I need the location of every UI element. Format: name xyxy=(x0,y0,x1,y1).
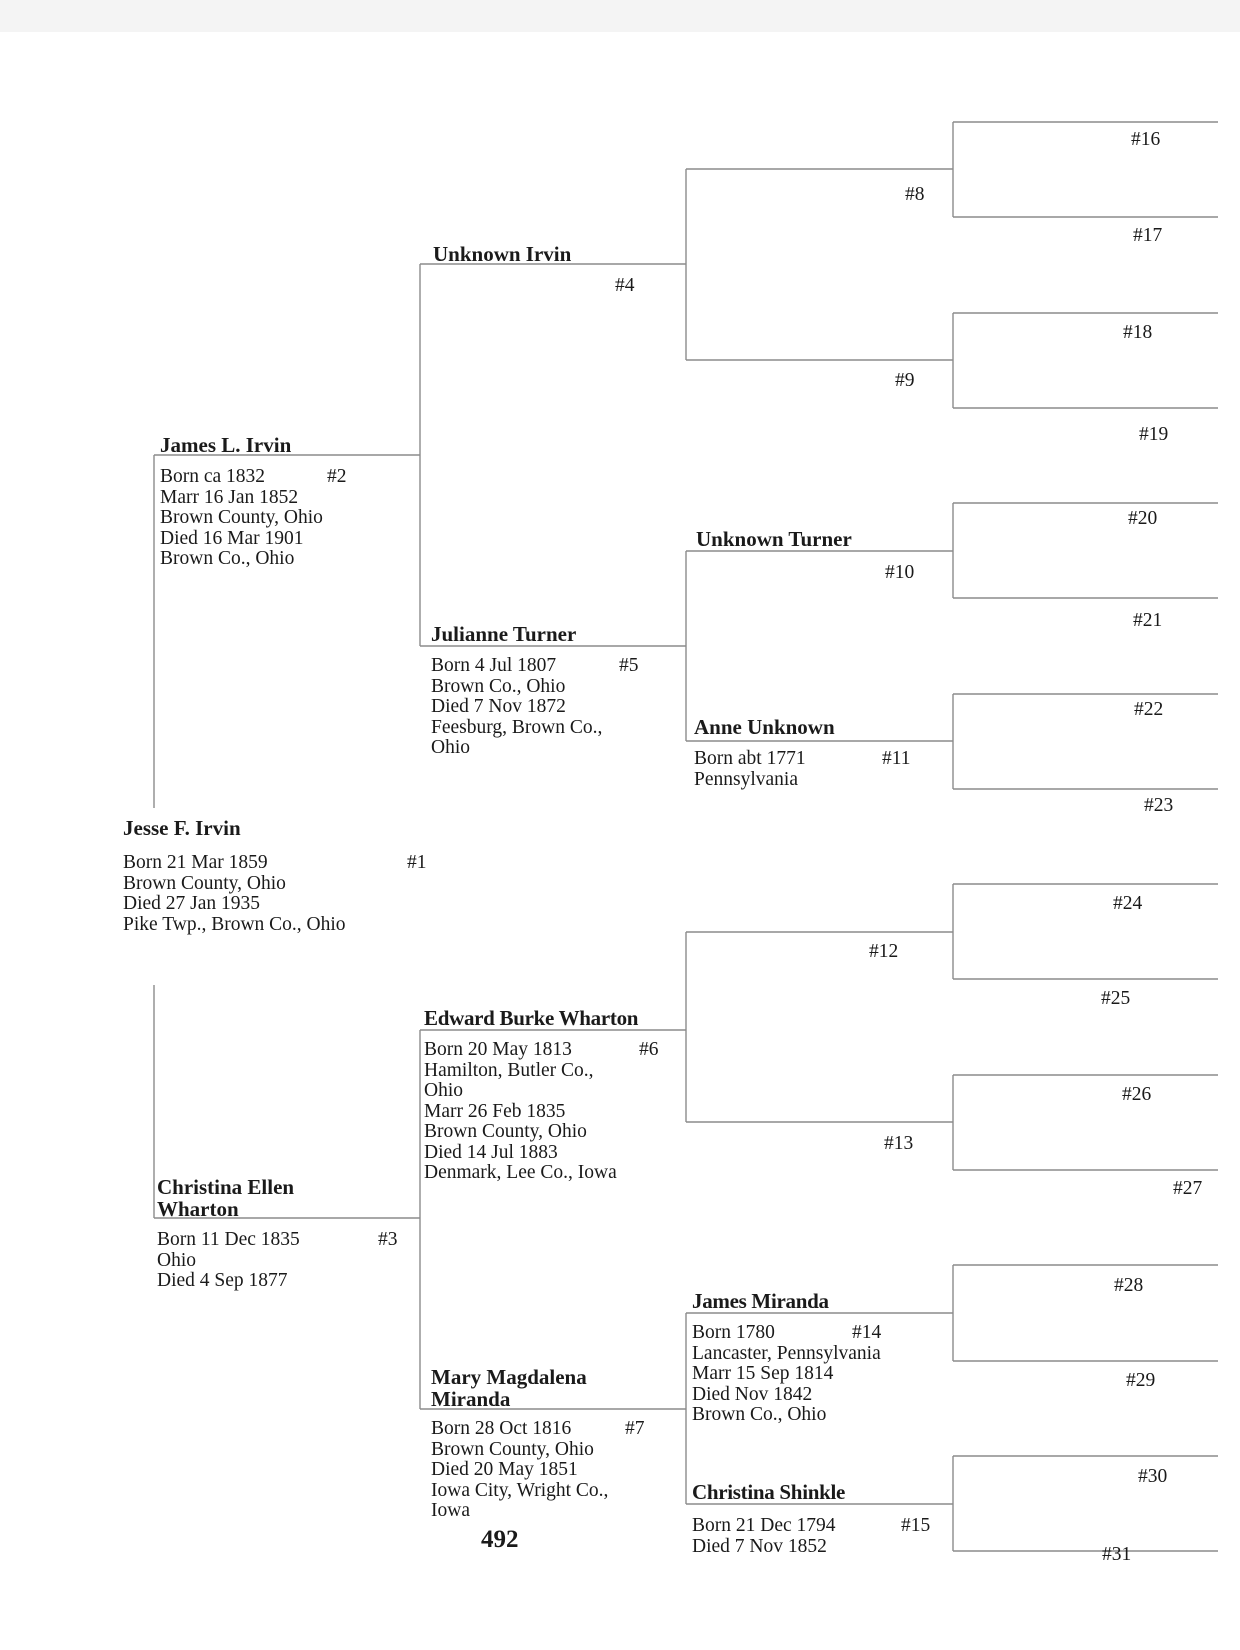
person-2-number: #2 xyxy=(327,466,347,487)
detail-line: Born 1780 xyxy=(692,1322,775,1343)
person-1-number: #1 xyxy=(407,852,427,873)
name-line: Christina Ellen xyxy=(157,1175,295,1199)
detail-line: Brown County, Ohio xyxy=(160,507,323,528)
gen5-number: #21 xyxy=(1133,610,1163,631)
detail-line: Brown County, Ohio xyxy=(424,1121,587,1142)
name-line: Miranda xyxy=(431,1387,511,1411)
detail-line: Born 20 May 1813 xyxy=(424,1039,572,1060)
person-5-name: Julianne Turner xyxy=(431,622,577,646)
gen5-number: #19 xyxy=(1139,424,1169,445)
gen5-number: #24 xyxy=(1113,893,1143,914)
person-6-name: Edward Burke Wharton xyxy=(424,1006,639,1030)
detail-line: Feesburg, Brown Co., xyxy=(431,716,603,738)
person-14-number: #14 xyxy=(852,1322,882,1343)
person-6-number: #6 xyxy=(639,1039,659,1060)
gen5-number: #23 xyxy=(1144,795,1174,816)
person-3-details xyxy=(157,1230,300,1292)
person-10-number: #10 xyxy=(885,562,915,583)
person-4-number: #4 xyxy=(615,275,635,296)
person-7-number: #7 xyxy=(625,1418,645,1439)
person-6-details xyxy=(424,1040,617,1184)
gen5-number: #22 xyxy=(1134,699,1164,720)
person-4-name: Unknown Irvin xyxy=(433,242,572,266)
person-11-name: Anne Unknown xyxy=(694,715,835,739)
detail-line: Brown County, Ohio xyxy=(431,1438,594,1460)
name-line: Wharton xyxy=(157,1197,239,1221)
gen5-number: #27 xyxy=(1173,1178,1203,1199)
detail-line: Died Nov 1842 xyxy=(692,1383,813,1405)
detail-line: Brown Co., Ohio xyxy=(431,675,566,697)
person-15-details xyxy=(692,1516,836,1557)
detail-line: Born abt 1771 xyxy=(694,748,806,769)
detail-line: Brown County, Ohio xyxy=(123,872,286,894)
person-14-name: James Miranda xyxy=(692,1289,829,1313)
gen5-number: #18 xyxy=(1123,322,1153,343)
detail-line: Born 21 Dec 1794 xyxy=(692,1515,836,1536)
detail-line: Died 7 Nov 1872 xyxy=(431,696,566,717)
detail-line: Born 21 Mar 1859 xyxy=(123,852,268,873)
gen5-number: #25 xyxy=(1101,988,1131,1009)
detail-line: Died 4 Sep 1877 xyxy=(157,1270,288,1291)
detail-line: Iowa City, Wright Co., xyxy=(431,1479,609,1501)
detail-line: Born 11 Dec 1835 xyxy=(157,1229,300,1250)
detail-line: Ohio xyxy=(424,1080,463,1101)
page-number: 492 xyxy=(481,1526,519,1553)
gen5-number: #26 xyxy=(1122,1084,1152,1105)
detail-line: Iowa xyxy=(431,1500,470,1521)
person-10-name: Unknown Turner xyxy=(696,527,852,551)
person-11-number: #11 xyxy=(882,748,911,769)
detail-line: Marr 15 Sep 1814 xyxy=(692,1363,834,1384)
gen5-number: #17 xyxy=(1133,225,1163,246)
detail-line: Brown Co., Ohio xyxy=(692,1404,827,1425)
name-line: Mary Magdalena xyxy=(431,1365,587,1389)
person-7-details xyxy=(431,1419,608,1522)
person-3-name xyxy=(157,1176,294,1220)
detail-line: Marr 26 Feb 1835 xyxy=(424,1100,566,1122)
detail-line: Ohio xyxy=(157,1249,196,1271)
person-8-number: #8 xyxy=(905,184,925,205)
gen5-number: #28 xyxy=(1114,1275,1144,1296)
detail-line: Born ca 1832 xyxy=(160,466,266,487)
detail-line: Born 4 Jul 1807 xyxy=(431,655,557,676)
detail-line: Marr 16 Jan 1852 xyxy=(160,486,299,508)
gen5-number: #20 xyxy=(1128,508,1158,529)
detail-line: Denmark, Lee Co., Iowa xyxy=(424,1162,617,1183)
detail-line: Died 16 Mar 1901 xyxy=(160,527,304,549)
detail-line: Hamilton, Butler Co., xyxy=(424,1059,594,1081)
detail-line: Died 14 Jul 1883 xyxy=(424,1141,558,1163)
person-9-number: #9 xyxy=(895,370,915,391)
person-5-number: #5 xyxy=(619,655,639,676)
person-7-name xyxy=(431,1366,587,1410)
gen5-number: #31 xyxy=(1102,1544,1132,1565)
person-5-details xyxy=(431,656,602,759)
detail-line: Died 7 Nov 1852 xyxy=(692,1535,827,1557)
person-11-details xyxy=(694,749,806,790)
person-1-name: Jesse F. Irvin xyxy=(123,816,241,840)
gen5-number: #29 xyxy=(1126,1370,1156,1391)
detail-line: Pennsylvania xyxy=(694,768,798,790)
person-3-number: #3 xyxy=(378,1229,398,1250)
detail-line: Died 27 Jan 1935 xyxy=(123,893,261,914)
person-15-number: #15 xyxy=(901,1515,931,1536)
person-13-number: #13 xyxy=(884,1133,914,1154)
detail-line: Ohio xyxy=(431,737,470,758)
detail-line: Died 20 May 1851 xyxy=(431,1459,578,1480)
gen5-number: #16 xyxy=(1131,129,1161,150)
gen5-number: #30 xyxy=(1138,1466,1168,1487)
person-14-details xyxy=(692,1323,881,1426)
person-2-details xyxy=(160,467,323,570)
detail-line: Pike Twp., Brown Co., Ohio xyxy=(123,913,346,935)
detail-line: Brown Co., Ohio xyxy=(160,548,295,569)
detail-line: Lancaster, Pennsylvania xyxy=(692,1342,881,1364)
person-12-number: #12 xyxy=(869,941,899,962)
person-1-details xyxy=(123,853,346,935)
person-2-name: James L. Irvin xyxy=(160,433,292,457)
detail-line: Born 28 Oct 1816 xyxy=(431,1418,572,1439)
person-15-name: Christina Shinkle xyxy=(692,1480,846,1504)
